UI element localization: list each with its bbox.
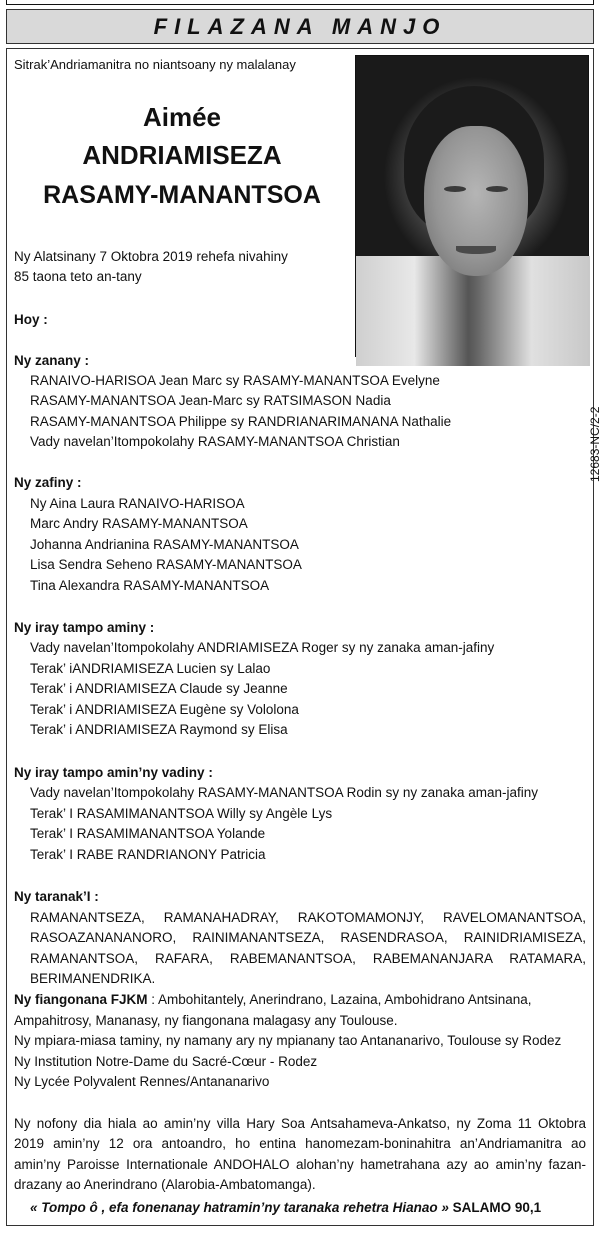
list-item: Vady navelan’Itompokolahy RASAMY-MANANTSOA Christian [30, 434, 400, 449]
burial-line: 2019 amin’ny 12 ora antoandro, ho entina hanomezam-boninahitra an’Andriamanitra ao [14, 1136, 586, 1151]
death-date-line: Ny Alatsinany 7 Oktobra 2019 rehefa nivahiny [14, 249, 288, 264]
taranaka-line: RAMANANTSOA, RAFARA, RABEMANANTSOA, RABEMANANJARA RATAMARA, [30, 951, 586, 966]
list-item: Ny Aina Laura RANAIVO-HARISOA [30, 496, 245, 511]
institution-line: Ny Institution Notre-Dame du Sacré-Cœur - Rodez [14, 1054, 318, 1069]
fiangonana-line-2: Ampahitrosy, Mananasy, ny fiangonana malagasy any Toulouse. [14, 1013, 398, 1028]
lycee-line: Ny Lycée Polyvalent Rennes/Antananarivo [14, 1074, 270, 1089]
list-item: Terak’ i ANDRIAMISEZA Eugène sy Vololona [30, 702, 299, 717]
section-title-zanany: Ny zanany : [14, 353, 90, 368]
list-item: RASAMY-MANANTSOA Philippe sy RANDRIANARIMANANA Nathalie [30, 414, 452, 429]
hoy-label: Hoy : [14, 312, 48, 327]
list-item: Terak’ i ANDRIAMISEZA Claude sy Jeanne [30, 681, 288, 696]
list-item: Tina Alexandra RASAMY-MANANTSOA [30, 578, 270, 593]
list-item: Marc Andry RASAMY-MANANTSOA [30, 516, 248, 531]
page-title: FILAZANA MANJO [6, 9, 594, 44]
taranaka-line: BERIMANENDRIKA. [30, 971, 156, 986]
list-item: Vady navelan’Itompokolahy RASAMY-MANANTSOA Rodin sy ny zanaka aman-jafiny [30, 785, 538, 800]
fiangonana-churches: : Ambohitantely, Anerindrano, Lazaina, Ambohidrano Antsinana, [147, 992, 532, 1007]
top-border [6, 0, 594, 5]
list-item: Johanna Andrianina RASAMY-MANANTSOA [30, 537, 299, 552]
list-item: Terak’ I RASAMIMANANTSOA Willy sy Angèle Lys [30, 806, 333, 821]
section-title-taranaka: Ny taranak’I : [14, 889, 99, 904]
deceased-first-name: Aimée [142, 102, 222, 132]
list-item: Terak’ I RABE RANDRIANONY Patricia [30, 847, 266, 862]
deceased-married-name: RASAMY-MANANTSOA [43, 181, 321, 209]
burial-line: Ny nofony dia hiala ao amin’ny villa Hary Soa Antsahameva-Ankatso, ny Zoma 11 Oktobra [14, 1116, 586, 1131]
deceased-photo [355, 55, 589, 357]
section-title-zafiny: Ny zafiny : [14, 475, 82, 490]
verse-reference: SALAMO 90,1 [448, 1200, 542, 1215]
list-item: RANAIVO-HARISOA Jean Marc sy RASAMY-MANANTSOA Evelyne [30, 373, 440, 388]
section-title-tampo-vadiny: Ny iray tampo amin’ny vadiny : [14, 765, 213, 780]
age-line: 85 taona teto an-tany [14, 269, 142, 284]
list-item: RASAMY-MANANTSOA Jean-Marc sy RATSIMASON Nadia [30, 393, 391, 408]
section-title-tampo-aminy: Ny iray tampo aminy : [14, 620, 155, 635]
list-item: Terak’ iANDRIAMISEZA Lucien sy Lalao [30, 661, 271, 676]
list-item: Terak’ I RASAMIMANANTSOA Yolande [30, 826, 266, 841]
verse-quote: « Tompo ô , efa fonenanay hatramin’ny taranaka rehetra Hianao » [30, 1200, 449, 1215]
intro-text: Sitrak’Andriamanitra no niantsoany ny malalanay [14, 57, 296, 72]
taranaka-line: RASOAZANANANORO, RAINIMANANTSEZA, RASENDRASOA, RAINIDRIAMISEZA, [30, 930, 586, 945]
deceased-surname: ANDRIAMISEZA [82, 140, 282, 170]
taranaka-line: RAMANANTSEZA, RAMANAHADRAY, RAKOTOMAMONJY, RAVELOMANANTSOA, [30, 910, 586, 925]
fiangonana-line [14, 990, 586, 1011]
colleagues-line: Ny mpiara-miasa taminy, ny namany ary ny mpianany tao Antananarivo, Toulouse sy Rodez [14, 1033, 562, 1048]
list-item: Lisa Sendra Seheno RASAMY-MANANTSOA [30, 557, 302, 572]
bible-verse [30, 1198, 541, 1219]
reference-code: 12683-NC/2-2 [588, 406, 602, 482]
burial-line: amin’ny Paroisse Internationale ANDOHALO alohan’ny hametrahana azy ao amin’ny fazan- [14, 1157, 586, 1172]
list-item: Terak’ i ANDRIAMISEZA Raymond sy Elisa [30, 722, 288, 737]
burial-line: drazany ao Anerindrano (Alarobia-Ambatomanga). [14, 1177, 316, 1192]
list-item: Vady navelan’Itompokolahy ANDRIAMISEZA Roger sy ny zanaka aman-jafiny [30, 640, 495, 655]
fiangonana-label: Ny fiangonana FJKM [14, 992, 148, 1007]
